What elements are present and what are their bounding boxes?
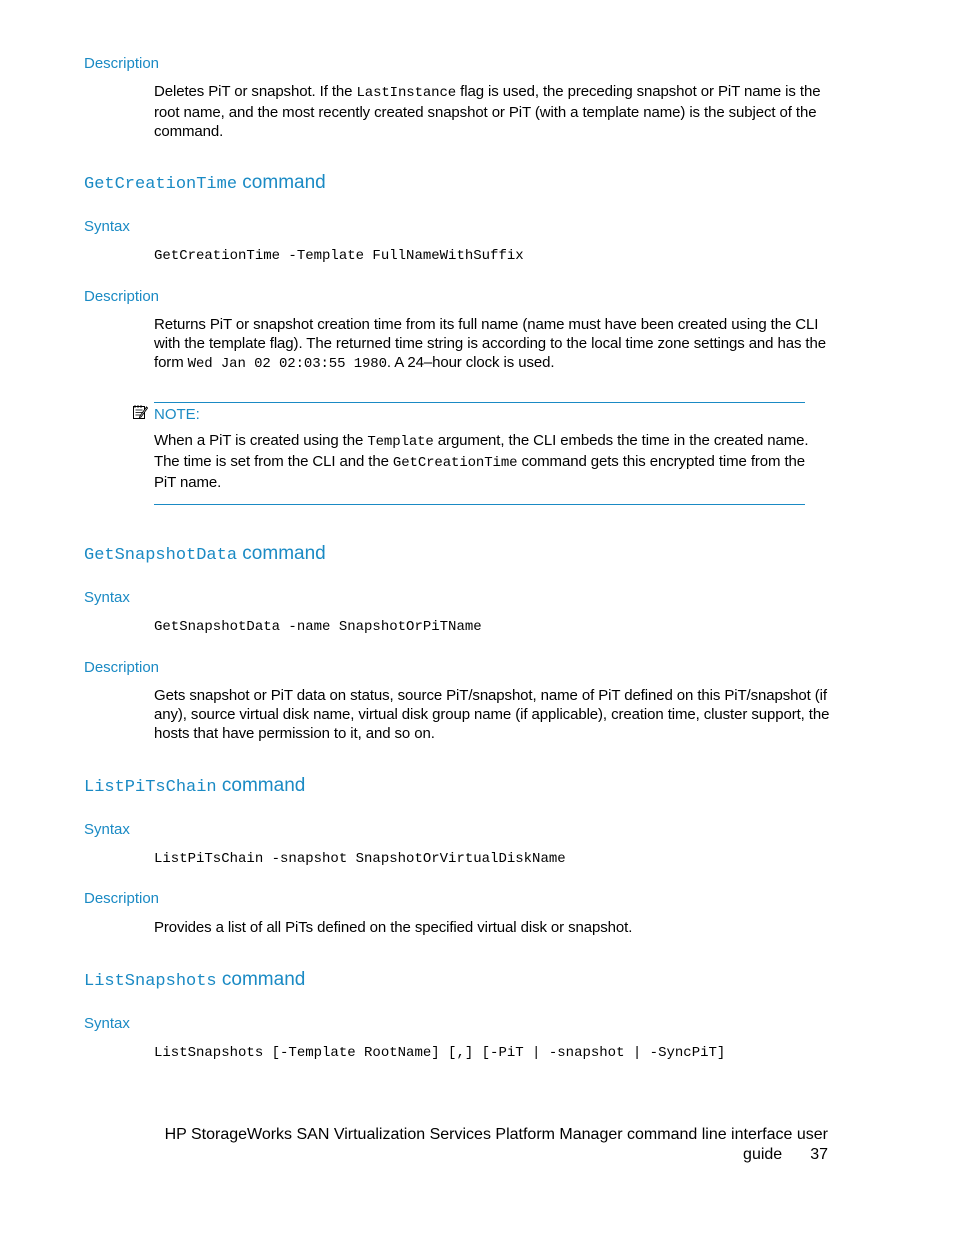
heading-word: command <box>216 775 306 796</box>
getsnapshotdata-heading <box>84 543 326 567</box>
description-label: Description <box>84 890 160 907</box>
note-label: NOTE: <box>154 406 200 423</box>
inline-code: Template <box>367 434 434 450</box>
listpitschain-heading <box>84 775 305 799</box>
note-pad-icon <box>132 404 148 420</box>
heading-command-name: ListPiTsChain <box>84 778 217 797</box>
description-label: Description <box>84 55 160 72</box>
syntax-label: Syntax <box>84 589 130 606</box>
note-text-part: When a PiT is created using the <box>154 432 368 449</box>
inline-code: LastInstance <box>356 85 457 101</box>
syntax-label: Syntax <box>84 1015 130 1032</box>
description-label: Description <box>84 288 160 305</box>
inline-code: Wed Jan 02 02:03:55 1980 <box>187 356 387 372</box>
heading-command-name: GetSnapshotData <box>84 546 238 565</box>
description-text: Deletes PiT or snapshot. If the <box>154 83 357 100</box>
syntax-label: Syntax <box>84 218 130 235</box>
listpitschain-syntax: ListPiTsChain -snapshot SnapshotOrVirtualDiskName <box>154 851 566 867</box>
delete-description <box>154 82 830 141</box>
footer-title: HP StorageWorks SAN Virtualization Services Platform Manager command line interface user guide <box>164 1126 828 1163</box>
getcreationtime-heading <box>84 172 326 196</box>
description-label: Description <box>84 659 160 676</box>
heading-word: command <box>237 172 326 193</box>
page-number: 37 <box>810 1146 828 1163</box>
heading-word: command <box>237 543 326 564</box>
description-text: Returns PiT or snapshot creation time from its full name (name must have been created using the CLI with the template flag). The returned time string is according to the local time zone settings and has the form <box>154 316 826 371</box>
description-text: . A 24–hour clock is used. <box>386 354 555 371</box>
getcreationtime-syntax: GetCreationTime -Template FullNameWithSuffix <box>154 248 524 264</box>
heading-word: command <box>216 969 306 990</box>
note-bottom-rule <box>154 504 805 505</box>
note-top-rule <box>154 402 805 403</box>
page-footer <box>128 1125 828 1165</box>
listpitschain-description: Provides a list of all PiTs defined on the specified virtual disk or snapshot. <box>154 919 633 936</box>
heading-command-name: GetCreationTime <box>84 175 238 194</box>
getsnapshotdata-description: Gets snapshot or PiT data on status, source PiT/snapshot, name of PiT defined on this PiT/snapshot (if any), source virtual disk name, virtual disk group name (if applicable), creation time, cluster support, the hosts that have permission to it, and so on. <box>154 687 830 742</box>
heading-command-name: ListSnapshots <box>84 972 217 991</box>
syntax-label: Syntax <box>84 821 130 838</box>
listsnapshots-heading <box>84 969 305 993</box>
note-text-part: command gets this encrypted time from the PiT name. <box>154 453 806 491</box>
description-text: flag is used, the preceding snapshot or PiT name is the root name, and the most recently created snapshot or PiT (with a template name) is the subject of the command. <box>154 83 821 140</box>
listsnapshots-syntax: ListSnapshots [-Template RootName] [,] [-PiT | -snapshot | -SyncPiT] <box>154 1045 726 1061</box>
getsnapshotdata-syntax: GetSnapshotData -name SnapshotOrPiTName <box>154 619 482 635</box>
note-text-part: argument, the CLI embeds the time in the created name. The time is set from the CLI and the <box>154 432 809 470</box>
note-text <box>154 431 814 492</box>
getcreationtime-description <box>154 315 830 374</box>
inline-code: GetCreationTime <box>392 455 518 471</box>
